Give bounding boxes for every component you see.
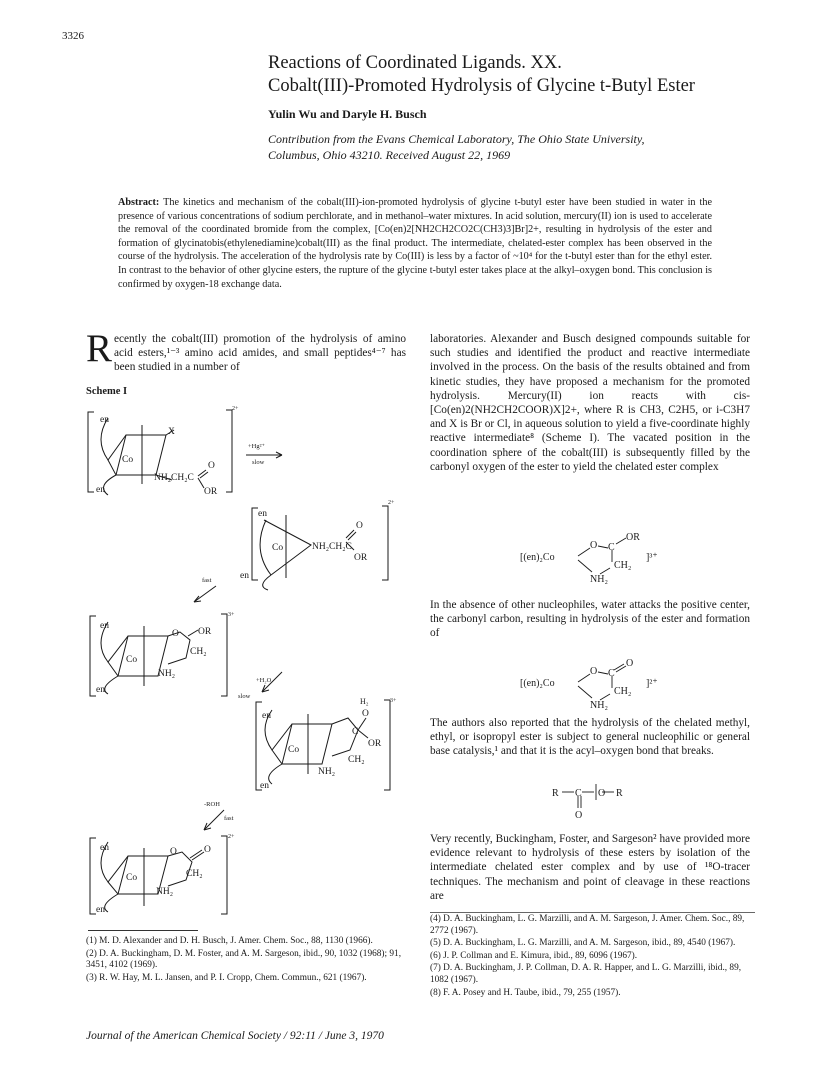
scheme-en-1b: en bbox=[96, 485, 105, 495]
scheme-c-4: C bbox=[352, 727, 359, 737]
scheme-charge-1: 2+ bbox=[232, 406, 239, 412]
scheme-en-3: en bbox=[100, 621, 109, 631]
scheme-co-3: Co bbox=[126, 655, 138, 665]
scheme-h2o: +H₂O bbox=[256, 677, 272, 684]
scheme-hg: +Hg²⁺ bbox=[248, 443, 265, 450]
scheme-nh2ch2c-1: NH₂CH₂C bbox=[154, 473, 194, 483]
abstract-label: Abstract: bbox=[118, 197, 160, 208]
footnote-8: (8) F. A. Posey and H. Taube, ibid., 79, 255 (1957). bbox=[430, 987, 621, 998]
formula2-prefix: [(en)₂Co bbox=[520, 678, 555, 689]
affiliation-line-2: Columbus, Ohio 43210. Received August 22, 1969 bbox=[268, 148, 511, 162]
body-left-column bbox=[86, 327, 406, 375]
scheme-nh2-4: NH₂ bbox=[318, 767, 336, 777]
formula1-o: O bbox=[590, 540, 598, 551]
formula1-or: OR bbox=[626, 532, 640, 543]
scheme-o-3: O bbox=[172, 629, 179, 639]
footnote-2: (2) D. A. Buckingham, D. M. Foster, and A. M. Sargeson, ibid., 90, 1032 (1968); 91, 3451, 4102 (1969). bbox=[86, 948, 402, 971]
drop-cap: R bbox=[86, 327, 113, 370]
scheme-ch2-4: CH₂ bbox=[348, 755, 365, 765]
formula2-charge: ]²⁺ bbox=[646, 678, 658, 689]
bond-c: C bbox=[575, 788, 582, 799]
footnotes-left bbox=[86, 936, 406, 985]
scheme-en-5: en bbox=[100, 843, 109, 853]
scheme-co-2: Co bbox=[272, 543, 284, 553]
formula1-ch2: CH₂ bbox=[614, 560, 632, 571]
formula2-o2: O bbox=[626, 658, 634, 669]
scheme-slow-1: slow bbox=[252, 459, 265, 466]
scheme-en-2: en bbox=[258, 509, 267, 519]
affiliation-line-1: Contribution from the Evans Chemical Laboratory, The Ohio State University, bbox=[268, 132, 645, 146]
paragraph-mechanism: laboratories. Alexander and Busch designed compounds suitable for such studies and identified the product and reactive intermediate involved in the process. On the basis of the results obtained and from kinetic studies, they have proposed a mechanism for the promoted hydrolysis. Mercury(II) ion reacts with cis-[Co(en)2(NH2CH2COOR)X]2+, where R is CH3, C2H5, or i-C3H7 and X is Br or Cl, in aqueous solution to yield a five-coordinate highly reactive intermediate⁸ (Scheme I). The vacated position in the coordination sphere of the cobalt(III) is subsequently filled by the carbonyl oxygen of the ester to yield the chelated ester complex bbox=[430, 333, 750, 473]
intro-text: ecently the cobalt(III) promotion of the hydrolysis of amino acid esters,¹⁻³ amino acid amides, and small peptides⁴⁻⁷ has been studied in a number of bbox=[114, 333, 406, 374]
formula1-c: C bbox=[608, 542, 615, 553]
footnote-5: (5) D. A. Buckingham, L. G. Marzilli, and A. M. Sargeson, ibid., 89, 4540 (1967). bbox=[430, 938, 736, 949]
scheme-roh: -ROH bbox=[204, 801, 220, 808]
formula1-nh2: NH₂ bbox=[590, 574, 608, 585]
scheme-en-1: en bbox=[100, 415, 109, 425]
abstract-text: The kinetics and mechanism of the cobalt(III)-ion-promoted hydrolysis of glycine t-butyl ester have been studied in water in the presence of various concentrations of sodium perchlorate, and in methanol–water mixtures. In acid solution, mercury(II) ion is used to accelerate the removal of the coordinated bromide from the complex, [Co(en)2[NH2CH2CO2C(CH3)3]Br]2+, resulting in hydrolysis of the ester and formation of glycinatobis(ethylenediamine)cobalt(III) as the final product. The intermediate, chelated-ester complex has been observed in the course of the hydrolysis. The acceleration of the hydrolysis rate by Co(III) is less by a factor of ~10⁴ for the t-butyl ester than for the ethyl ester. In contrast to the behavior of other glycine esters, the rupture of the glycine t-butyl ester takes place at the alkyl–oxygen bond. This conclusion is confirmed by oxygen-18 exchange data. bbox=[118, 197, 712, 290]
bond-o-carbonyl: O bbox=[575, 810, 583, 821]
footnotes-right bbox=[430, 914, 750, 1000]
formula2-c: C bbox=[608, 668, 615, 679]
bond-o: O bbox=[598, 788, 606, 799]
scheme-o-1: O bbox=[208, 461, 215, 471]
scheme-fast-2: fast bbox=[224, 815, 234, 822]
scheme-nh2-3: NH₂ bbox=[158, 669, 176, 679]
scheme-nh2-5: NH₂ bbox=[156, 887, 174, 897]
scheme-en-4: en bbox=[262, 711, 271, 721]
formula1-charge: ]³⁺ bbox=[646, 552, 658, 563]
footnote-7: (7) D. A. Buckingham, J. P. Collman, D. A. R. Happer, and L. G. Marzilli, ibid., 89, 1082 (1967). bbox=[430, 963, 742, 985]
bond-r2: R bbox=[616, 788, 623, 799]
scheme-o-5b: O bbox=[204, 845, 211, 855]
scheme-slow-2: slow bbox=[238, 693, 251, 700]
footnote-6: (6) J. P. Collman and E. Kimura, ibid., 89, 6096 (1967). bbox=[430, 950, 638, 961]
scheme-o-2: O bbox=[356, 521, 363, 531]
formula1-prefix: [(en)₂Co bbox=[520, 552, 555, 563]
scheme-charge-4: 3+ bbox=[390, 698, 397, 704]
scheme-co-1: Co bbox=[122, 455, 134, 465]
journal-footer: Journal of the American Chemical Society / 92:11 / June 3, 1970 bbox=[86, 1030, 384, 1042]
footnote-divider-left bbox=[88, 930, 198, 931]
scheme-or-4: OR bbox=[368, 739, 382, 749]
body-right-p3: The authors also reported that the hydrolysis of the chelated methyl, ethyl, or isopropyl ester is subject to general nucleophilic or general base catalysis,¹ and that it is the acyl–oxygen bond that breaks. bbox=[430, 717, 750, 758]
scheme-ch2-5: CH₂ bbox=[186, 869, 203, 879]
body-right-p2: In the absence of other nucleophiles, water attacks the positive center, the carbonyl carbon, resulting in hydrolysis of the ester and formation of bbox=[430, 599, 750, 640]
footnote-divider-right bbox=[430, 912, 755, 913]
abstract bbox=[118, 196, 712, 291]
scheme-or-1: OR bbox=[204, 487, 218, 497]
scheme-co-5: Co bbox=[126, 873, 138, 883]
acyl-oxygen-bond-formula bbox=[550, 782, 660, 822]
body-right-column bbox=[430, 332, 750, 474]
scheme-or-3: OR bbox=[198, 627, 212, 637]
scheme-en-5b: en bbox=[96, 905, 105, 915]
scheme-charge-2: 2+ bbox=[388, 500, 395, 506]
scheme-en-2b: en bbox=[240, 571, 249, 581]
title-line-2: Cobalt(III)-Promoted Hydrolysis of Glycine t-Butyl Ester bbox=[268, 76, 695, 96]
scheme-x: X bbox=[168, 427, 175, 437]
formula2-nh2: NH₂ bbox=[590, 700, 608, 711]
author-list: Yulin Wu and Daryle H. Busch bbox=[268, 107, 427, 121]
scheme-h2: H₂ bbox=[360, 697, 369, 706]
scheme-or-2: OR bbox=[354, 553, 368, 563]
glycinate-formula bbox=[520, 652, 690, 712]
scheme-label: Scheme I bbox=[86, 386, 128, 397]
chelated-ester-formula bbox=[520, 526, 690, 586]
title-line-1: Reactions of Coordinated Ligands. XX. bbox=[268, 53, 562, 73]
scheme-co-4: Co bbox=[288, 745, 300, 755]
scheme-fast-1: fast bbox=[202, 577, 212, 584]
scheme-o-4: O bbox=[362, 709, 369, 719]
scheme-o-5: O bbox=[170, 847, 177, 857]
scheme-en-3b: en bbox=[96, 685, 105, 695]
scheme-diagram bbox=[86, 400, 416, 920]
article-title bbox=[268, 52, 695, 98]
scheme-nh2ch2c-2: NH₂CH₂C bbox=[312, 542, 352, 552]
scheme-charge-3: 3+ bbox=[228, 612, 235, 618]
scheme-charge-5: 2+ bbox=[228, 834, 235, 840]
scheme-ch2-3: CH₂ bbox=[190, 647, 207, 657]
body-right-p4: Very recently, Buckingham, Foster, and Sargeson² have provided more evidence relevant to hydrolysis of these esters by isolation of the intermediate chelated ester complex and by use of ¹⁸O-tracer techniques. The mechanism and point of cleavage in these reactions are bbox=[430, 833, 750, 902]
formula2-ch2: CH₂ bbox=[614, 686, 632, 697]
footnote-3: (3) R. W. Hay, M. L. Jansen, and P. I. Cropp, Chem. Commun., 621 (1967). bbox=[86, 972, 367, 983]
formula2-o: O bbox=[590, 666, 598, 677]
footnote-1: (1) M. D. Alexander and D. H. Busch, J. Amer. Chem. Soc., 88, 1130 (1966). bbox=[86, 936, 373, 946]
footnote-4: (4) D. A. Buckingham, L. G. Marzilli, and A. M. Sargeson, J. Amer. Chem. Soc., 89, 2772 (1967). bbox=[430, 914, 745, 936]
page-number: 3326 bbox=[62, 30, 84, 42]
bond-r: R bbox=[552, 788, 559, 799]
affiliation bbox=[268, 131, 738, 163]
scheme-en-4b: en bbox=[260, 781, 269, 791]
